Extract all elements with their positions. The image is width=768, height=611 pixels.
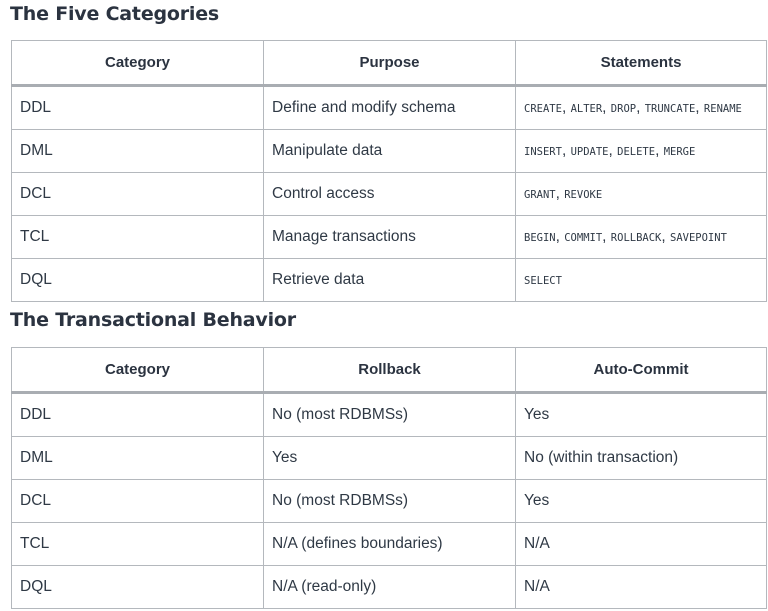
purpose-cell: Retrieve data bbox=[264, 259, 516, 302]
statement-code: DROP bbox=[610, 103, 637, 115]
table-row bbox=[12, 130, 767, 173]
header-purpose: Purpose bbox=[264, 41, 516, 86]
auto-commit-cell: No (within transaction) bbox=[516, 437, 767, 480]
category-cell: DQL bbox=[12, 566, 264, 609]
statement-code: ALTER bbox=[570, 103, 603, 115]
purpose-cell: Define and modify schema bbox=[264, 86, 516, 130]
statement-code: UPDATE bbox=[570, 146, 609, 158]
table-header-row bbox=[12, 41, 767, 86]
table-row bbox=[12, 480, 767, 523]
auto-commit-cell: Yes bbox=[516, 393, 767, 437]
table-header-row bbox=[12, 348, 767, 393]
category-cell: TCL bbox=[12, 523, 264, 566]
table-row bbox=[12, 173, 767, 216]
statement-code: RENAME bbox=[703, 103, 742, 115]
table-row bbox=[12, 86, 767, 130]
statement-code: GRANT bbox=[524, 189, 556, 201]
category-cell: DDL bbox=[12, 393, 264, 437]
category-cell: DML bbox=[12, 130, 264, 173]
statements-cell: GRANT, REVOKE bbox=[516, 173, 767, 216]
statement-code: TRUNCATE bbox=[644, 103, 696, 115]
auto-commit-cell: Yes bbox=[516, 480, 767, 523]
table-row bbox=[12, 523, 767, 566]
table-row bbox=[12, 393, 767, 437]
auto-commit-cell: N/A bbox=[516, 523, 767, 566]
transactional-behavior-table bbox=[11, 347, 767, 609]
statement-code: CREATE bbox=[524, 103, 562, 115]
header-statements: Statements bbox=[516, 41, 767, 86]
statement-code: MERGE bbox=[663, 146, 696, 158]
table-row bbox=[12, 259, 767, 302]
table-row bbox=[12, 216, 767, 259]
table-row bbox=[12, 437, 767, 480]
auto-commit-cell: N/A bbox=[516, 566, 767, 609]
category-cell: DQL bbox=[12, 259, 264, 302]
statement-code: COMMIT bbox=[564, 232, 603, 244]
statements-cell: BEGIN, COMMIT, ROLLBACK, SAVEPOINT bbox=[516, 216, 767, 259]
purpose-cell: Manage transactions bbox=[264, 216, 516, 259]
category-cell: DCL bbox=[12, 480, 264, 523]
section-title-five-categories: The Five Categories bbox=[10, 3, 220, 25]
category-cell: DCL bbox=[12, 173, 264, 216]
statements-cell: INSERT, UPDATE, DELETE, MERGE bbox=[516, 130, 767, 173]
purpose-cell: Manipulate data bbox=[264, 130, 516, 173]
category-cell: DML bbox=[12, 437, 264, 480]
statement-code: ROLLBACK bbox=[610, 232, 662, 244]
rollback-cell: No (most RDBMSs) bbox=[264, 480, 516, 523]
header-rollback: Rollback bbox=[264, 348, 516, 393]
purpose-cell: Control access bbox=[264, 173, 516, 216]
category-cell: TCL bbox=[12, 216, 264, 259]
table-row bbox=[12, 566, 767, 609]
section-title-transactional-behavior: The Transactional Behavior bbox=[10, 309, 296, 331]
header-category: Category bbox=[12, 348, 264, 393]
categories-table bbox=[11, 40, 767, 302]
statement-code: DELETE bbox=[617, 146, 656, 158]
rollback-cell: Yes bbox=[264, 437, 516, 480]
statement-code: SAVEPOINT bbox=[670, 232, 727, 244]
statement-code: REVOKE bbox=[564, 189, 603, 201]
statement-code: INSERT bbox=[524, 146, 562, 158]
header-auto-commit: Auto-Commit bbox=[516, 348, 767, 393]
header-category: Category bbox=[12, 41, 264, 86]
statement-code: BEGIN bbox=[524, 232, 556, 244]
statements-cell: CREATE, ALTER, DROP, TRUNCATE, RENAME bbox=[516, 86, 767, 130]
rollback-cell: N/A (read-only) bbox=[264, 566, 516, 609]
statements-cell bbox=[516, 259, 767, 302]
statement-code: SELECT bbox=[524, 275, 562, 287]
rollback-cell: N/A (defines boundaries) bbox=[264, 523, 516, 566]
category-cell: DDL bbox=[12, 86, 264, 130]
rollback-cell: No (most RDBMSs) bbox=[264, 393, 516, 437]
